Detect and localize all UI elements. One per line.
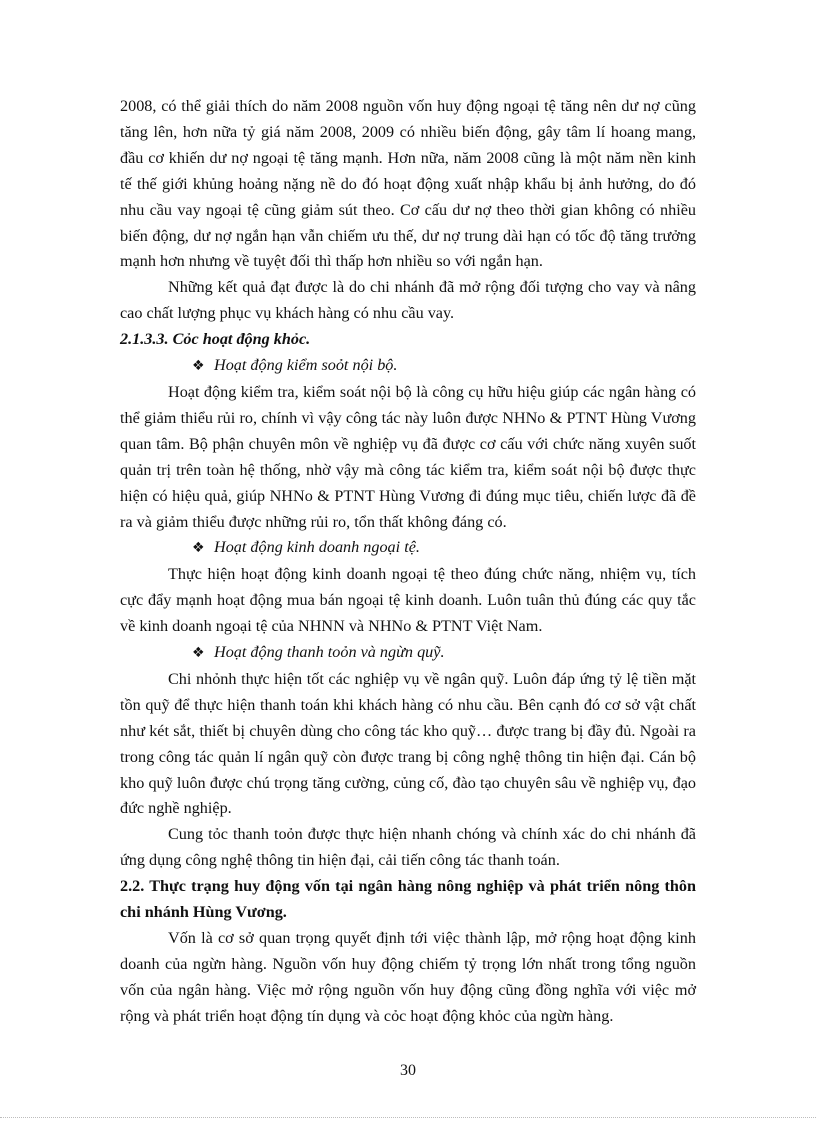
page-number: 30 [400, 1062, 416, 1079]
diamond-bullet-icon: ❖ [192, 358, 205, 375]
paragraph-foreign-exchange: Thực hiện hoạt động kinh doanh ngoại tệ theo đúng chức năng, nhiệm vụ, tích cực đẩy mạnh hoạt động mua bán ngoại tệ kinh doanh. Luôn tuân thủ đúng các quy tắc về kinh doanh ngoại tệ của NHNN và NHNo & PTNT Việt Nam. [120, 565, 696, 636]
paragraph-results: Những kết quả đạt được là do chi nhánh đã mở rộng đối tượng cho vay và nâng cao chất lượng phục vụ khách hàng có nhu cầu vay. [120, 278, 696, 323]
bullet-internal-control [120, 353, 696, 380]
paragraph-payment: Cung tỏc thanh toỏn được thực hiện nhanh chóng và chính xác do chi nhánh đã ứng dụng công nghệ thông tin hiện đại, cải tiến công tác thanh toán. [120, 825, 696, 870]
paragraph-internal-control: Hoạt động kiểm tra, kiểm soát nội bộ là công cụ hữu hiệu giúp các ngân hàng có thể giảm thiểu rủi ro, chính vì vậy công tác này luôn được NHNo & PTNT Hùng Vương quan tâm. Bộ phận chuyên môn về nghiệp vụ đã được cơ cấu với chức năng xuyên suốt quản trị trên toàn hệ thống, nhờ vậy mà công tác kiểm tra, kiểm soát nội bộ được thực hiện có hiệu quả, giúp NHNo & PTNT Hùng Vương đi đúng mục tiêu, chiến lược đã đề ra và giảm thiểu được những rủi ro, tổn thất không đáng có. [120, 382, 696, 531]
bullet-label: Hoạt động thanh toỏn và ngừn quỹ. [214, 643, 445, 662]
bullet-label: Hoạt động kinh doanh ngoại tệ. [214, 538, 420, 557]
paragraph-treasury: Chi nhỏnh thực hiện tốt các nghiệp vụ về ngân quỹ. Luôn đáp ứng tỷ lệ tiền mặt tồn quỹ để thực hiện thanh toán khi khách hàng có nhu cầu. Bên cạnh đó cơ sở vật chất như két sắt, thiết bị chuyên dùng cho công tác kho quỹ… được trang bị đầy đủ. Ngoài ra trong công tác quản lí ngân quỹ còn được trang bị công nghệ thông tin hiện đại. Cán bộ kho quỹ luôn được chú trọng tăng cường, củng cố, đào tạo chuyên sâu về nghiệp vụ, đạo đức nghề nghiệp. [120, 669, 696, 818]
section-heading-capital-mobilization: 2.2. Thực trạng huy động vốn tại ngân hàng nông nghiệp và phát triển nông thôn chi nhánh Hùng Vương. [120, 877, 696, 922]
diamond-bullet-icon: ❖ [192, 540, 205, 557]
paragraph-credit-analysis: 2008, có thể giải thích do năm 2008 nguồn vốn huy động ngoại tệ tăng nên dư nợ cũng tăng lên, hơn nữa tỷ giá năm 2008, 2009 có nhiều biến động, gây tâm lí hoang mang, đầu cơ khiến dư nợ ngoại tệ tăng mạnh. Hơn nữa, năm 2008 cũng là một năm nền kinh tế thế giới khủng hoảng nặng nề do đó hoạt động xuất nhập khẩu bị ảnh hưởng, do đó nhu cầu vay ngoại tệ cũng giảm sút theo. Cơ cấu dư nợ theo thời gian không có nhiều biến động, dư nợ ngắn hạn vẫn chiếm ưu thế, dư nợ trung dài hạn có tốc độ tăng trưởng mạnh hơn nhưng về tuyệt đối thì thấp hơn nhiều so với ngắn hạn. [120, 97, 696, 271]
section-heading-other-activities: 2.1.3.3. Cỏc hoạt động khỏc. [120, 330, 311, 349]
document-body [120, 94, 696, 1030]
paragraph-capital: Vốn là cơ sở quan trọng quyết định tới việc thành lập, mở rộng hoạt động kinh doanh của ngừn hàng. Nguồn vốn huy động chiếm tỷ trọng lớn nhất trong tổng nguồn vốn của ngân hàng. Việc mở rộng nguồn vốn huy động cũng đồng nghĩa với việc mở rộng và phát triển hoạt động tín dụng và cỏc hoạt động khỏc của ngừn hàng. [120, 929, 696, 1025]
bullet-foreign-exchange [120, 535, 696, 562]
diamond-bullet-icon: ❖ [192, 645, 205, 662]
page-bottom-divider [0, 1117, 816, 1118]
bullet-payment-treasury [120, 640, 696, 667]
bullet-label: Hoạt động kiểm soỏt nội bộ. [214, 356, 398, 375]
